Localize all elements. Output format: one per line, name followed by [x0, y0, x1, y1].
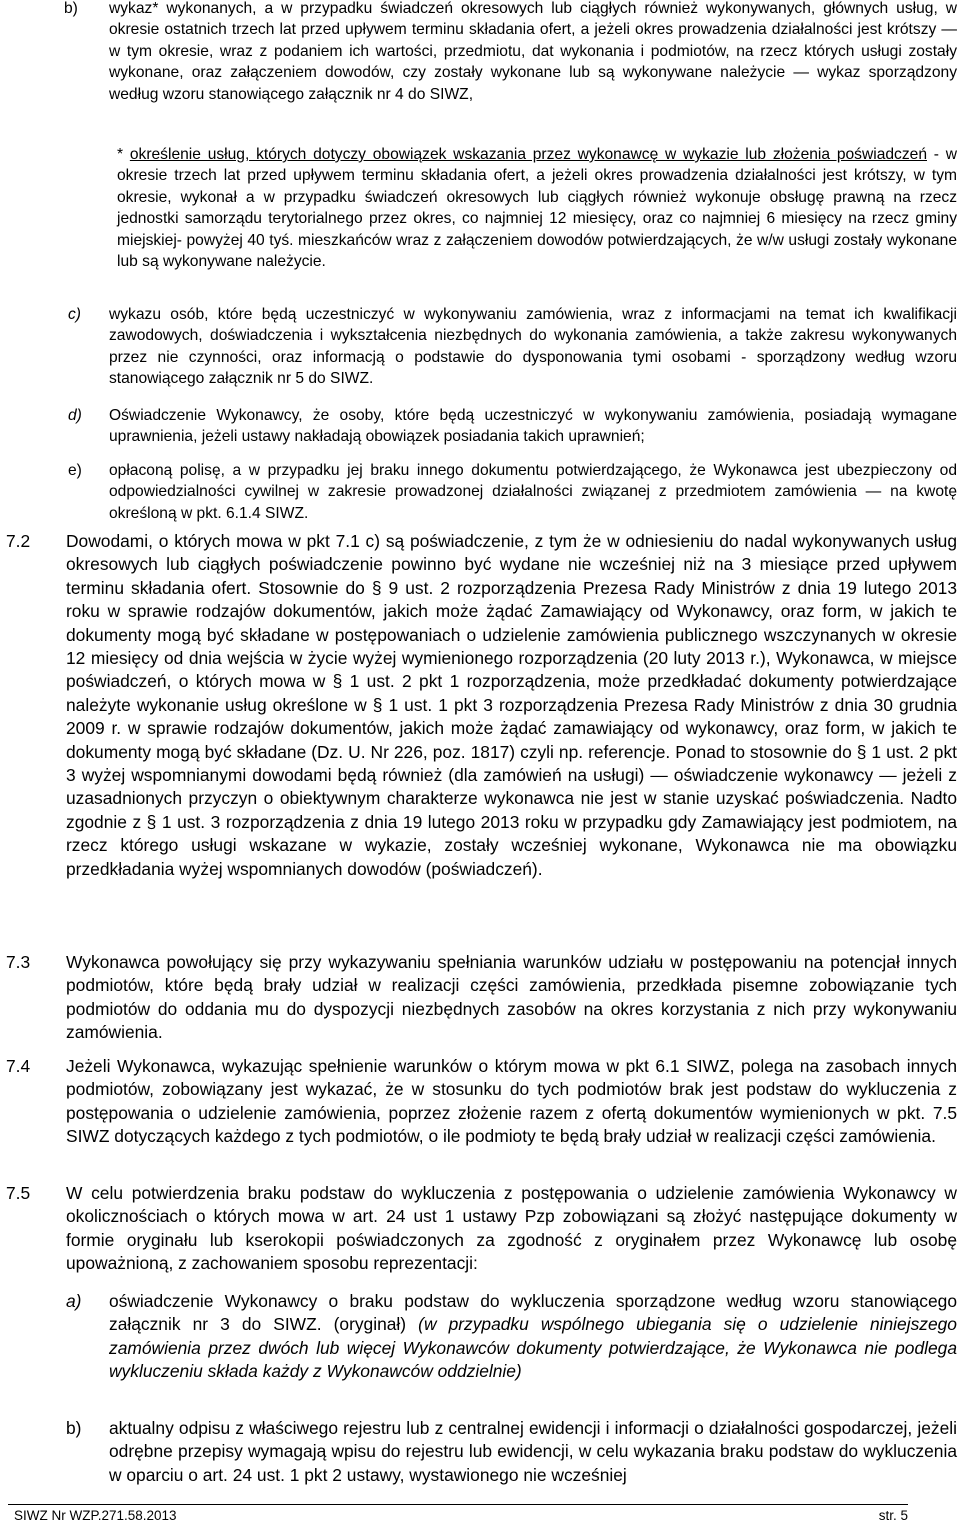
footnote-text: - w okresie trzech lat przed upływem terminu składania ofert, a jeżeli okres prowadzenia działalności jest krótszy, w tym okresie, wykonał a w przypadku świadczeń okresowych lub ciągłych również wykonuje obsługę prawną na rzecz jednostki samorządu terytorialnego przez okres, co najmniej 12 miesięcy, oraz co najmniej 6 miesięcy na rzecz gminy miejskiej- powyżej 40 tyś. mieszkańców wraz z załączeniem dowodów potwierdzających, że w/w usługi zostały wykonane lub są wykonywane należycie. — [117, 146, 957, 271]
page-footer — [8, 1504, 908, 1525]
item-text: opłaconą polisę, a w przypadku jej braku innego dokumentu potwierdzającego, że Wykonawca jest ubezpieczony od odpowiedzialności cywilnej w zakresie prowadzonej działalności związanej z przedmiotem zamówienia — na kwotę określoną w pkt. 6.1.4 SIWZ. — [109, 462, 957, 522]
section-text: Jeżeli Wykonawca, wykazując spełnienie warunków o którym mowa w pkt 6.1 SIWZ, polega na zasobach innych podmiotów, zobowiązany jest wykazać, że w stosunku do tych podmiotów brak jest podstaw do wykluczenia z postępowania o udzielenie zamówienia, poprzez złożenie razem z ofertą dokumentów wymienionych w pkt. 7.5 SIWZ dotyczących każdego z tych podmiotów, o ile podmioty te będą brały udział w realizacji części zamówienia. — [66, 1056, 957, 1147]
footnote-definition — [117, 144, 957, 272]
list-item-7-5-a — [66, 1290, 957, 1384]
footnote-star: * — [117, 146, 130, 163]
section-7-3 — [6, 951, 957, 1045]
list-item-c — [68, 304, 957, 390]
footnote-underlined-text: określenie usług, których dotyczy obowiązek wskazania przez wykonawcę w wykazie lub złożenia poświadczeń — [129, 146, 927, 163]
list-item-7-5-b — [66, 1417, 957, 1487]
section-text: W celu potwierdzenia braku podstaw do wykluczenia z postępowania o udzielenie zamówienia Wykonawcy w okolicznościach o których mowa w art. 24 ust 1 ustawy Pzp zobowiązani są złożyć następujące dokumenty w formie oryginału lub kserokopii poświadczonych za zgodność z oryginałem przez Wykonawcę lub osobę upoważnioną, z zachowaniem sposobu reprezentacji: — [66, 1183, 957, 1274]
item-label: a) — [66, 1291, 82, 1311]
document-reference: SIWZ Nr WZP.271.58.2013 — [14, 1508, 177, 1523]
item-label: c) — [68, 306, 81, 323]
section-text: Wykonawca powołujący się przy wykazywaniu spełniania warunków udziału w postępowaniu na potencjał innych podmiotów, które będą brały udział w realizacji części zamówienia, przedkłada pisemne zobowiązanie tych podmiotów do oddania mu do dyspozycji niezbędnych zasobów na okres korzystania z nich przy wykonywaniu zamówienia. — [66, 952, 957, 1043]
section-number: 7.3 — [6, 952, 31, 972]
section-number: 7.4 — [6, 1056, 31, 1076]
list-item-d — [68, 405, 957, 448]
list-item-e — [68, 460, 957, 524]
page-number: str. 5 — [878, 1508, 908, 1523]
item-text: oświadczenie Wykonawcy o braku podstaw do wykluczenia sporządzone według wzoru stanowiącego załącznik nr 3 do SIWZ. (oryginał) — [109, 1291, 957, 1335]
item-text: wykaz* wykonanych, a w przypadku świadczeń okresowych lub ciągłych również wykonywanych, głównych usług, w okresie ostatnich trzech lat przed upływem terminu składania ofert, a jeżeli okres prowadzenia działalności jest krótszy — w tym okresie, wraz z podaniem ich wartości, przedmiotu, dat wykonania i podmiotów, na rzecz których usługi zostały wykonane, oraz załączeniem dowodów, czy zostały wykonane lub są wykonywane należycie — wykaz sporządzony według wzoru stanowiącego załącznik nr 4 do SIWZ, — [109, 0, 957, 103]
item-italic-note: (w przypadku wspólnego ubiegania się o udzielenie niniejszego zamówienia przez dwóch lub więcej Wykonawców dokumenty potwierdzające, że Wykonawca nie podlega wykluczeniu składa każdy z Wykonawców oddzielnie) — [109, 1314, 957, 1382]
item-label: b) — [66, 1418, 82, 1438]
item-text: aktualny odpisu z właściwego rejestru lub z centralnej ewidencji i informacji o działalności gospodarczej, jeżeli odrębne przepisy wymagają wpisu do rejestru lub ewidencji, w celu wykazania braku podstaw do wykluczenia w oparciu o art. 24 ust. 1 pkt 2 ustawy, wystawionego nie wcześniej — [109, 1418, 957, 1485]
section-7-4 — [6, 1055, 957, 1149]
section-7-5 — [6, 1182, 957, 1276]
list-item-b — [64, 0, 957, 105]
item-text: wykazu osób, które będą uczestniczyć w wykonywaniu zamówienia, wraz z informacjami na temat ich kwalifikacji zawodowych, doświadczenia i wykształcenia niezbędnych do wykonania zamówienia, a także zakresu wykonywanych przez nie czynności, oraz informacją o podstawie do dysponowania tymi osobami - sporządzony według wzoru stanowiącego załącznik nr 5 do SIWZ. — [109, 306, 957, 388]
item-label: b) — [64, 0, 78, 17]
section-number: 7.2 — [6, 531, 31, 551]
item-label: e) — [68, 462, 82, 479]
section-text: Dowodami, o których mowa w pkt 7.1 c) są poświadczenie, z tym że w odniesieniu do nadal wykonywanych usług okresowych lub ciągłych poświadczenie powinno być wydane nie wcześniej niż na 3 miesiące przed upływem terminu składania ofert. Stosownie do § 9 ust. 2 rozporządzenia Prezesa Rady Ministrów z dnia 19 lutego 2013 roku w sprawie rodzajów dokumentów, jakich może żądać Zamawiający od Wykonawcy, oraz form, w jakich te dokumenty mogą być składane w postępowaniach o udzielenie zamówienia publicznego wszczynanych w okresie 12 miesięcy od dnia wejścia w życie wyżej wymienionego rozporządzenia (20 luty 2013 r.), Wykonawca, w miejsce poświadczeń, o których mowa w § 1 ust. 2 pkt 1 rozporządzenia, może przedkładać dokumenty potwierdzające należyte wykonanie usług określone w § 1 ust. 1 pkt 3 rozporządzenia Prezesa Rady Ministrów z dnia 30 grudnia 2009 r. w sprawie rodzajów dokumentów, jakich może żądać zamawiający od wykonawcy, oraz form, w jakich te dokumenty mogą być składane (Dz. U. Nr 226, poz. 1817) czyli np. referencje. Ponad to stosownie do § 1 ust. 2 pkt 3 wyżej wspomnianymi dowodami będą również (dla zamówień na usługi) — oświadczenie wykonawcy — jeżeli z uzasadnionych przyczyn o obiektywnym charakterze wykonawca nie jest w stanie uzyskać poświadczenia. Nadto zgodnie z § 1 ust. 3 rozporządzenia z dnia 19 lutego 2013 roku w przypadku gdy Zamawiający jest podmiotem, na rzecz którego usługi wskazane w wykazie, zostały wcześniej wykonane, Wykonawca nie ma obowiązku przedkładania wyżej wspomnianych dowodów (poświadczeń). — [66, 531, 957, 879]
item-label: d) — [68, 407, 82, 424]
section-7-2 — [6, 530, 957, 881]
section-number: 7.5 — [6, 1183, 31, 1203]
item-text: Oświadczenie Wykonawcy, że osoby, które będą uczestniczyć w wykonywaniu zamówienia, posiadają wymagane uprawnienia, jeżeli ustawy nakładają obowiązek posiadania takich uprawnień; — [109, 407, 957, 446]
